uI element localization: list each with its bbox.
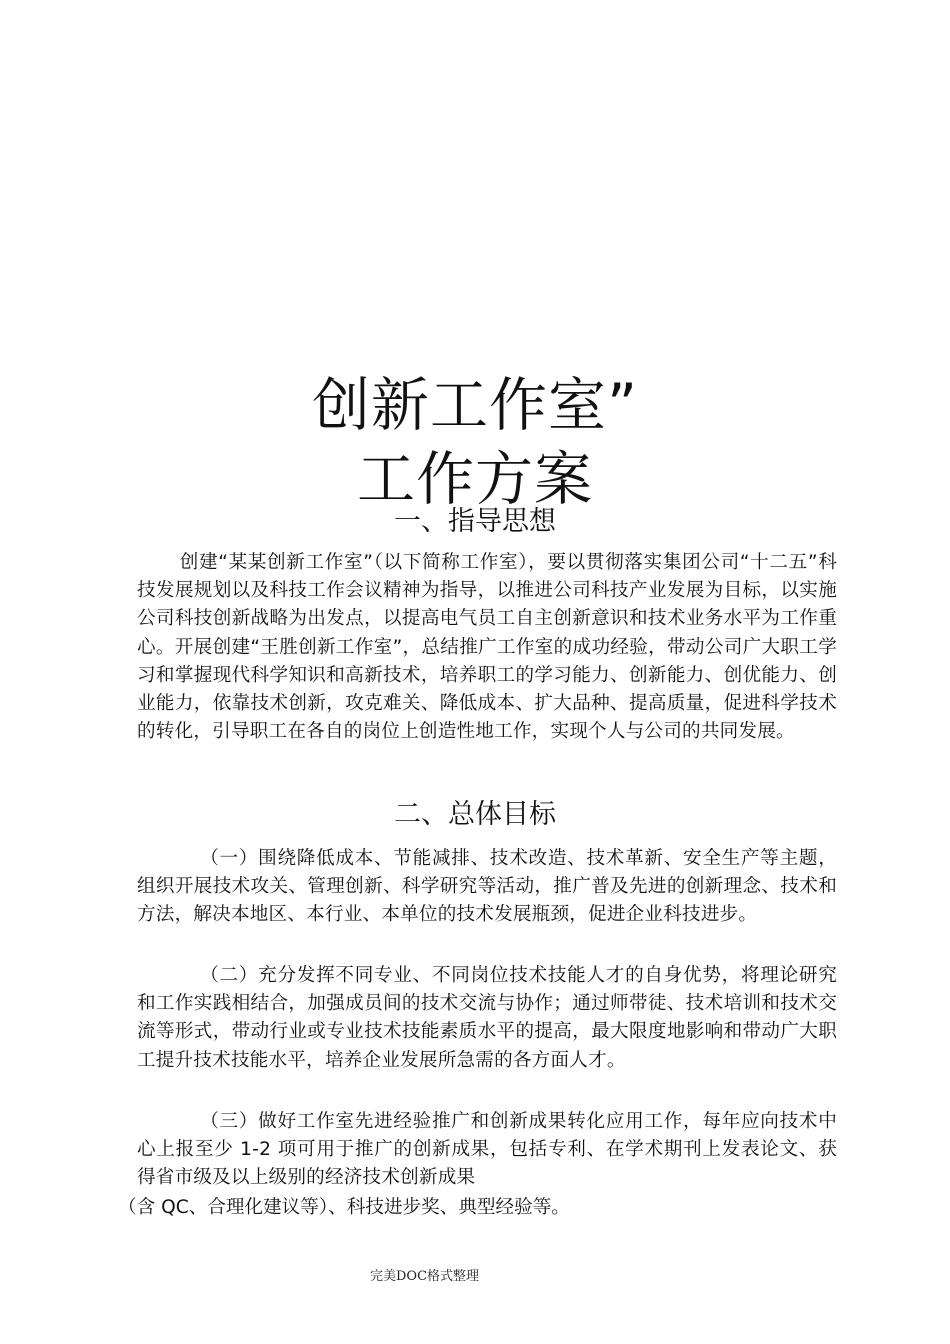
- goal-item-1: （一）围绕降低成本、节能减排、技术改造、技术革新、安全生产等主题，组织开展技术攻关、管理创新、科学研究等活动，推广普及先进的创新理念、技术和方法，解决本地区、本行业、本单位的技术发展瓶颈，促进企业科技进步。: [137, 848, 837, 926]
- document-title-line1: 创新工作室”: [311, 371, 639, 439]
- document-title-line2: 工作方案: [356, 445, 593, 513]
- section-heading-guiding-ideology: 一、指导思想: [394, 506, 556, 537]
- section-paragraph-guiding-ideology: 创建“某某创新工作室”（以下简称工作室），要以贯彻落实集团公司“十二五”科技发展规划以及科技工作会议精神为指导，以推进公司科技产业发展为目标，以实施公司科技创新战略为出发点，以提高电气员工自主创新意识和技术业务水平为工作重心。开展创建“王胜创新工作室”，总结推广工作室的成功经验，带动公司广大职工学习和掌握现代科学知识和高新技术，培养职工的学习能力、创新能力、创优能力、创业能力，依靠技术创新，攻克难关、降低成本、扩大品种、提高质量，促进科学技术的转化，引导职工在各自的岗位上创造性地工作，实现个人与公司的共同发展。: [137, 552, 837, 743]
- goal-item-3: （三）做好工作室先进经验推广和创新成果转化应用工作，每年应向技术中心上报至少 1-2 项可用于推广的创新成果，包括专利、在学术期刊上发表论文、获得省市级及以上级别的经济技术创新成果: [137, 1111, 837, 1189]
- goal-item-3-continuation: （含 QC、合理化建议等）、科技进步奖、典型经验等。: [118, 1197, 570, 1218]
- section-heading-overall-goals: 二、总体目标: [394, 799, 556, 830]
- goal-item-2: （二）充分发挥不同专业、不同岗位技术技能人才的自身优势，将理论研究和工作实践相结合，加强成员间的技术交流与协作；通过师带徒、技术培训和技术交流等形式，带动行业或专业技术技能素质水平的提高，最大限度地影响和带动广大职工提升技术技能水平，培养企业发展所急需的各方面人才。: [137, 965, 837, 1071]
- page-footer: 完美DOC格式整理: [370, 1269, 480, 1284]
